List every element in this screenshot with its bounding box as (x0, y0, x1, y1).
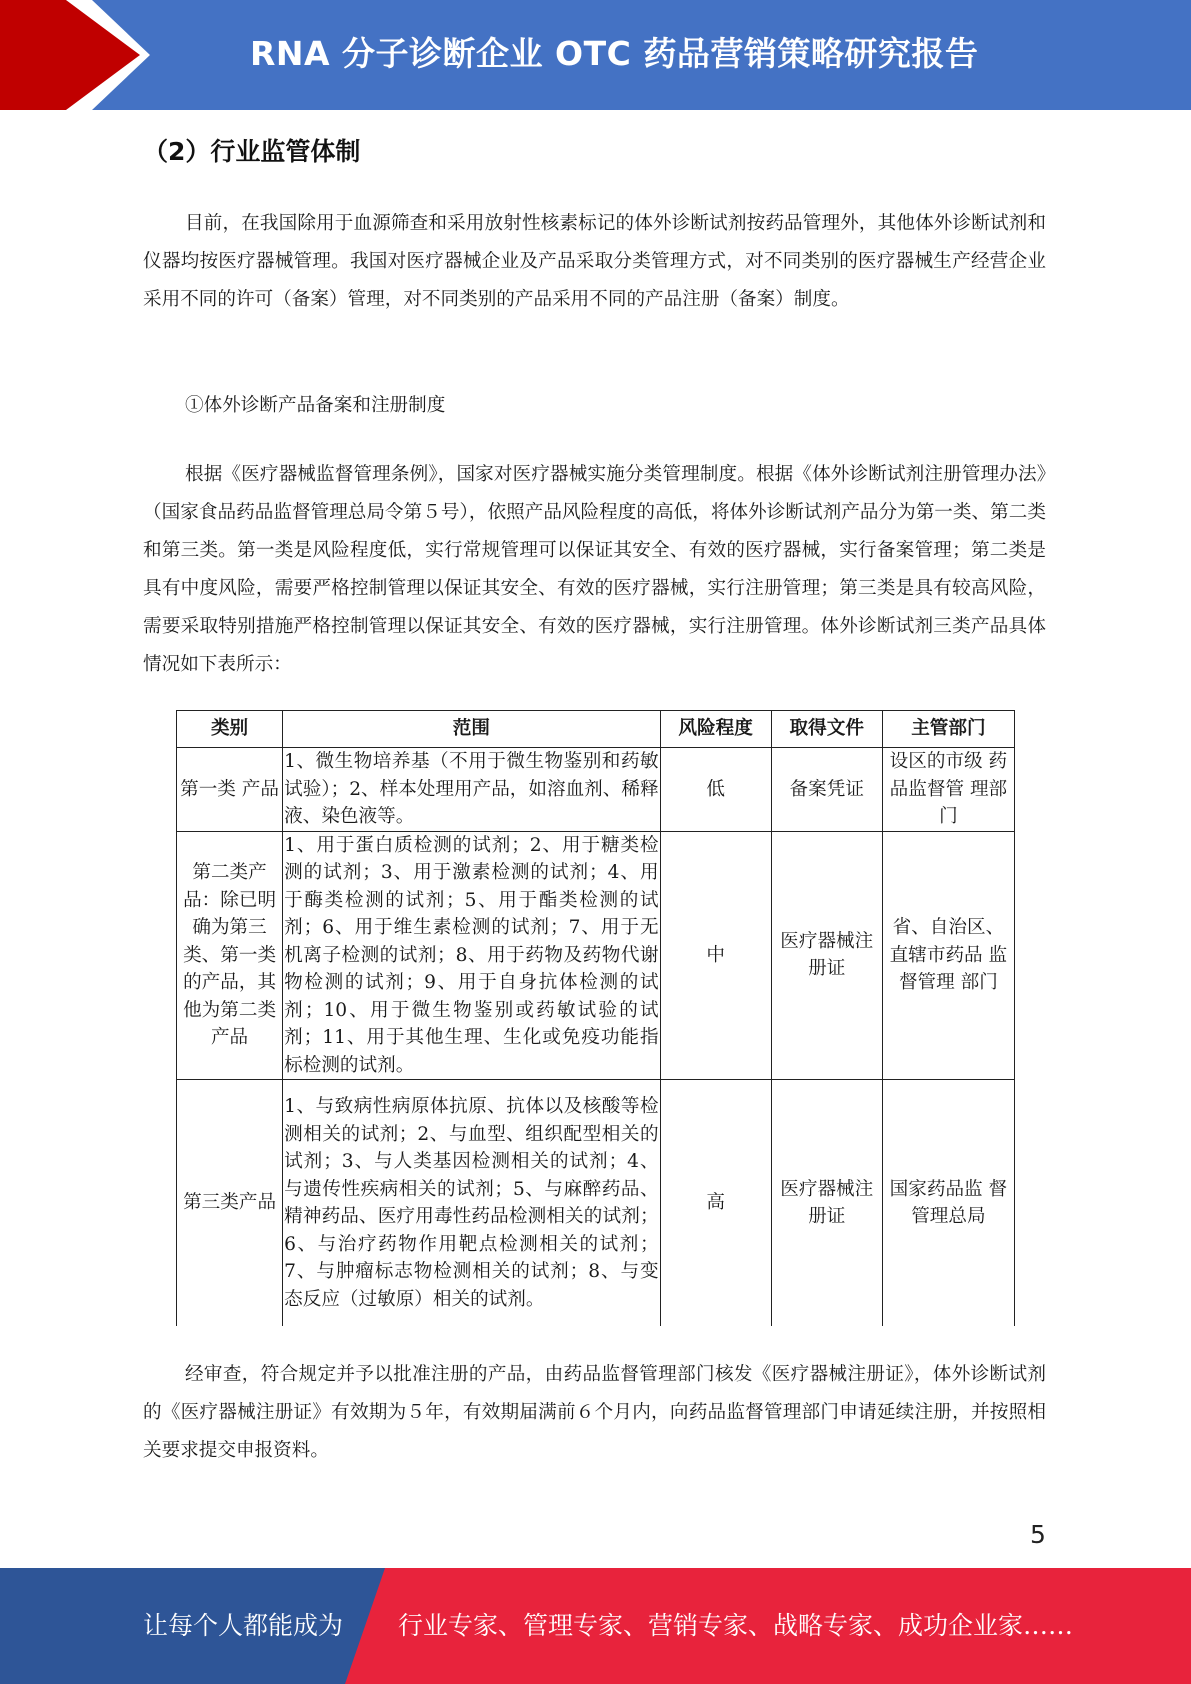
footer-banner (0, 1568, 1191, 1684)
table-row (177, 748, 1015, 832)
cell-document: 医疗器械注册证 (771, 1080, 882, 1327)
cell-category: 第一类 产品 (177, 748, 283, 832)
footer-slogan-left: 让每个人都能成为 (143, 1611, 344, 1640)
paragraph-intro: 目前，在我国除用于血源筛查和采用放射性核素标记的体外诊断试剂按药品管理外，其他体外诊断试剂和仪器均按医疗器械管理。我国对医疗器械企业及产品采取分类管理方式，对不同类别的医疗器械生产经营企业采用不同的许可（备案）管理，对不同类别的产品采用不同的产品注册（备案）制度。 (143, 213, 1046, 310)
table-row (177, 831, 1015, 1080)
cell-category: 第三类产品 (177, 1080, 283, 1327)
cell-document: 医疗器械注册证 (771, 831, 882, 1080)
cell-risk: 高 (660, 1080, 771, 1327)
cell-authority: 设区的市级 药品监督管 理部门 (882, 748, 1014, 832)
cell-scope: 1、微生物培养基（不用于微生物鉴别和药敏试验）；2、样本处理用产品，如溶血剂、稀释液、染色液等。 (283, 748, 660, 832)
cell-authority: 省、自治区、直辖市药品 监督管理 部门 (882, 831, 1014, 1080)
paragraph-classification: 根据《医疗器械监督管理条例》，国家对医疗器械实施分类管理制度。根据《体外诊断试剂注册管理办法》（国家食品药品监督管理总局令第５号），依照产品风险程度的高低，将体外诊断试剂产品分为第一类、第二类和第三类。第一类是风险程度低，实行常规管理可以保证其安全、有效的医疗器械，实行备案管理；第二类是具有中度风险，需要严格控制管理以保证其安全、有效的医疗器械，实行注册管理；第三类是具有较高风险，需要采取特别措施严格控制管理以保证其安全、有效的医疗器械，实行注册管理。体外诊断试剂三类产品具体情况如下表所示： (143, 464, 1046, 675)
header-arrow-decoration (0, 0, 160, 110)
section-heading: （2）行业监管体制 (143, 137, 361, 166)
table-row (177, 1080, 1015, 1327)
header-category: 类别 (177, 711, 283, 748)
paragraph-review: 经审查，符合规定并予以批准注册的产品，由药品监督管理部门核发《医疗器械注册证》，体外诊断试剂的《医疗器械注册证》有效期为５年，有效期届满前６个月内，向药品监督管理部门申请延续注册，并按照相关要求提交申报资料。 (143, 1364, 1046, 1461)
cell-risk: 中 (660, 831, 771, 1080)
header-banner (0, 0, 1191, 110)
cell-scope: 1、与致病性病原体抗原、抗体以及核酸等检测相关的试剂；2、与血型、组织配型相关的试剂；3、与人类基因检测相关的试剂；4、与遗传性疾病相关的试剂；5、与麻醉药品、精神药品、医疗用毒性药品检测相关的试剂；6、与治疗药物作用靶点检测相关的试剂；7、与肿瘤标志物检测相关的试剂；8、与变态反应（过敏原）相关的试剂。 (283, 1080, 660, 1327)
cell-authority: 国家药品监 督管理总局 (882, 1080, 1014, 1327)
header-authority: 主管部门 (882, 711, 1014, 748)
subheading-registration-system: ①体外诊断产品备案和注册制度 (185, 395, 446, 416)
header-risk-level: 风险程度 (660, 711, 771, 748)
cell-category: 第二类产品：除已明确为第三类、第一类的产品，其他为第二类产品 (177, 831, 283, 1080)
table-header-row (177, 711, 1015, 748)
cell-risk: 低 (660, 748, 771, 832)
header-document: 取得文件 (771, 711, 882, 748)
cell-scope: 1、用于蛋白质检测的试剂；2、用于糖类检测的试剂；3、用于激素检测的试剂；4、用于酶类检测的试剂；5、用于酯类检测的试剂；6、用于维生素检测的试剂；7、用于无机离子检测的试剂；8、用于药物及药物代谢物检测的试剂；9、用于自身抗体检测的试剂；10、用于微生物鉴别或药敏试验的试剂；11、用于其他生理、生化或免疫功能指标检测的试剂。 (283, 831, 660, 1080)
cell-document: 备案凭证 (771, 748, 882, 832)
header-scope: 范围 (283, 711, 660, 748)
footer-slogan-right: 行业专家、管理专家、营销专家、战略专家、成功企业家…… (398, 1611, 1074, 1640)
report-title: RNA 分子诊断企业 OTC 药品营销策略研究报告 (250, 34, 979, 73)
classification-table (176, 710, 1015, 1326)
page-number: 5 (1030, 1520, 1046, 1549)
